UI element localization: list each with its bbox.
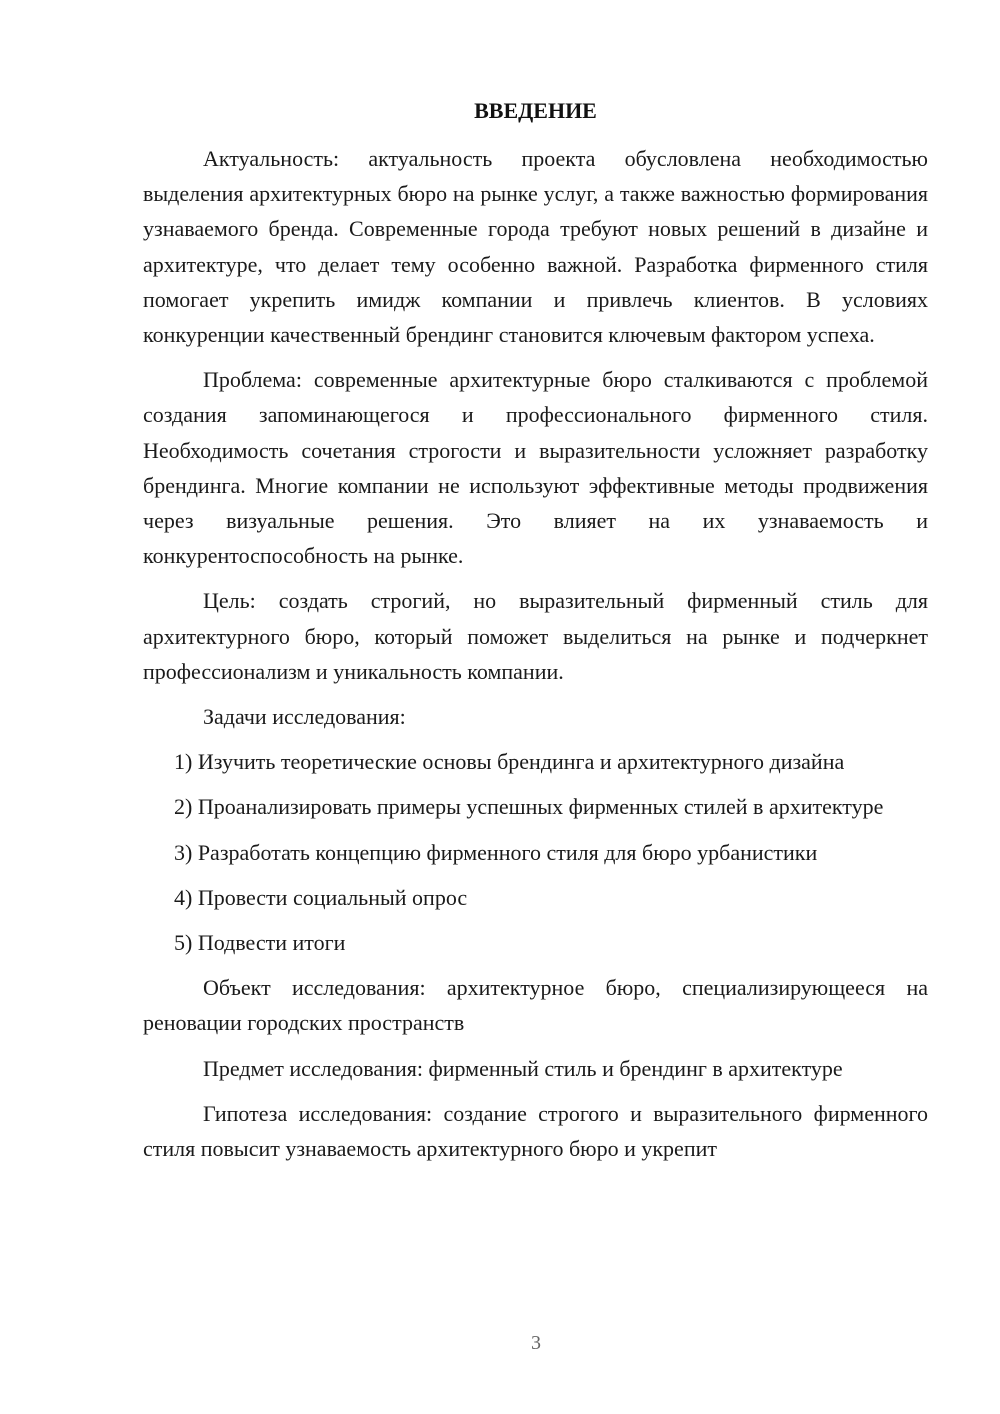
- subject-paragraph: Предмет исследования: фирменный стиль и брендинг в архитектуре: [203, 1055, 843, 1081]
- task-item: 5) Подвести итоги: [174, 930, 346, 956]
- goal-paragraph: Цель: создать строгий, но выразительный фирменный стиль для архитектурного бюро, который поможет выделиться на рынке и подчеркнет профессионализм и уникальность компании.: [143, 588, 928, 684]
- task-item: 3) Разработать концепцию фирменного стиля для бюро урбанистики: [174, 839, 818, 865]
- object-paragraph: Объект исследования: архитектурное бюро, специализирующееся на реновации городских пространств: [143, 975, 928, 1036]
- relevance-paragraph: Актуальность: актуальность проекта обусловлена необходимостью выделения архитектурных бюро на рынке услуг, а также важностью формирования узнаваемого бренда. Современные города требуют новых решений в дизайне и архитектуре, что делает тему особенно важной. Разработка фирменного стиля помогает укрепить имидж компании и привлечь клиентов. В условиях конкуренции качественный брендинг становится ключевым фактором успеха.: [143, 146, 928, 348]
- task-item: 4) Провести социальный опрос: [174, 884, 468, 910]
- page-content: [143, 94, 928, 1176]
- tasks-heading: Задачи исследования:: [203, 704, 406, 730]
- section-title: ВВЕДЕНИЕ: [474, 98, 597, 123]
- task-item: 1) Изучить теоретические основы брендинга и архитектурного дизайна: [174, 749, 845, 775]
- page-number: 3: [531, 1332, 541, 1354]
- hypothesis-paragraph: Гипотеза исследования: создание строгого и выразительного фирменного стиля повысит узнаваемость архитектурного бюро и укрепит: [143, 1100, 928, 1162]
- task-item: 2) Проанализировать примеры успешных фирменных стилей в архитектуре: [174, 794, 884, 820]
- problem-paragraph: Проблема: современные архитектурные бюро сталкиваются с проблемой создания запоминающегося и профессионального фирменного стиля. Необходимость сочетания строгости и выразительности усложняет разработку брендинга. Многие компании не используют эффективные методы продвижения через визуальные решения. Это влияет на их узнаваемость и конкурентоспособность на рынке.: [143, 367, 928, 569]
